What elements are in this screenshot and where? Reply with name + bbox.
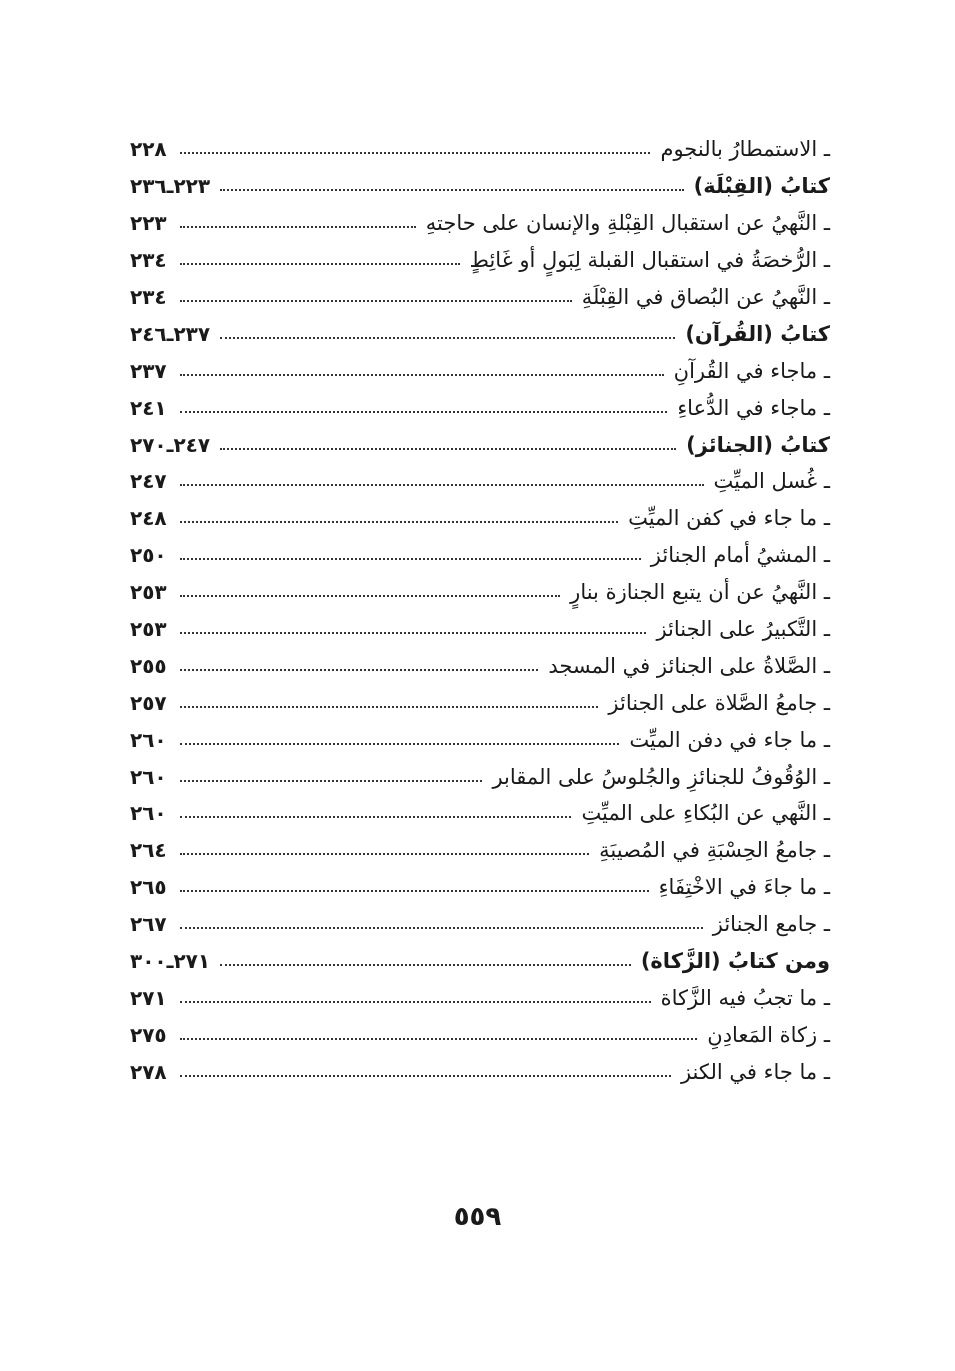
toc-entry-title: ـ ماجاء في القُرآنِ: [673, 358, 830, 383]
toc-entry: [130, 979, 830, 1016]
dot-leader: [180, 411, 667, 413]
toc-section-heading: [130, 426, 830, 463]
toc-entry-title: ـ الرُّخصَةُ في استقبال القبلة لِبَولٍ أو غَائِطٍ: [469, 248, 830, 273]
toc-entry: [130, 647, 830, 684]
toc-entry-pages: ٢٣٤: [130, 285, 167, 309]
toc-entry-pages: ٢٤١: [130, 395, 167, 420]
toc-entry-pages: ٢٢٨: [130, 137, 167, 162]
toc-entry-title: ـ ما جاءَ في الاخْتِفَاءِ: [658, 875, 830, 900]
dot-leader: [180, 1075, 671, 1077]
toc-entry-pages: ٢٦٥: [130, 875, 167, 900]
dot-leader: [180, 853, 589, 855]
toc-entry-pages: ٢٦٠: [130, 727, 167, 752]
dot-leader: [220, 448, 676, 450]
toc-entry-pages: ٢٣٤: [130, 248, 167, 273]
toc-entry-title: ومن كتابُ (الزَّكاة): [640, 949, 830, 974]
toc-entry-title: ـ ما جاء في كفن الميِّتِ: [628, 506, 830, 531]
toc-entry: [130, 1053, 830, 1090]
dot-leader: [180, 743, 619, 745]
toc-entry: [130, 389, 830, 426]
toc-entry-title: ـ زكاة المَعادِنِ: [707, 1022, 830, 1047]
toc-entry-pages: ٢٥٣: [130, 617, 167, 642]
dot-leader: [180, 669, 538, 671]
toc-entry-title: ـ النَّهيُ عن استقبال القِبْلةِ والإنسان على حاجتهِ: [425, 211, 830, 236]
dot-leader: [180, 226, 416, 228]
toc-entry-pages: ٢٤٧ـ٢٧٠: [130, 432, 211, 457]
toc-entry-pages: ٢٦٠: [130, 801, 167, 826]
page-number: ٥٥٩: [453, 1202, 502, 1232]
dot-leader: [180, 816, 571, 818]
toc-entry: [130, 205, 830, 242]
toc-section-heading: [130, 168, 830, 205]
dot-leader: [180, 890, 649, 892]
toc-entry-pages: ٢٦٠: [130, 764, 167, 789]
dot-leader: [180, 595, 560, 597]
toc-entry-pages: ٢٧٥: [130, 1022, 167, 1047]
toc-entry-title: كتابُ (الجنائز): [686, 432, 830, 457]
toc-entry-title: ـ جامع الجنائز: [712, 912, 830, 937]
toc-entry: [130, 1016, 830, 1053]
toc-entry-pages: ٢٧١: [130, 985, 167, 1010]
toc-entry-title: ـ التَّكبيرُ على الجنائز: [656, 617, 830, 642]
dot-leader: [180, 558, 641, 560]
dot-leader: [180, 263, 460, 265]
toc-entry-title: ـ غُسل الميِّتِ: [713, 469, 830, 494]
dot-leader: [220, 964, 631, 966]
dot-leader: [180, 1038, 697, 1040]
toc-entry: [130, 721, 830, 758]
toc-entry: [130, 611, 830, 648]
dot-leader: [180, 706, 598, 708]
toc-section-heading: [130, 943, 830, 980]
toc-entry-title: ـ الاستمطارُ بالنجوم: [660, 137, 830, 162]
toc-entry-pages: ٢٢٣ـ٢٣٦: [130, 174, 211, 199]
toc-entry-title: ـ ما تجبُ فيه الزَّكاة: [660, 985, 830, 1010]
toc-entry-pages: ٢٧١ـ٣٠٠: [130, 949, 211, 974]
toc-entry: [130, 500, 830, 537]
toc-entry-pages: ٢٦٤: [130, 838, 167, 863]
dot-leader: [220, 337, 675, 339]
toc-entry: [130, 131, 830, 168]
toc-entry: [130, 869, 830, 906]
toc-section-heading: [130, 315, 830, 352]
toc-entry: [130, 906, 830, 943]
toc-entry-title: ـ الصَّلاةُ على الجنائز في المسجد: [548, 653, 830, 678]
toc-entry-title: ـ المشيُ أمام الجنائز: [650, 543, 830, 568]
dot-leader: [180, 484, 704, 486]
toc-entry-pages: ٢٣٧: [130, 358, 167, 383]
dot-leader: [180, 521, 618, 523]
toc-entry-title: ـ جامعُ الحِسْبَةِ في المُصيبَةِ: [599, 838, 830, 863]
dot-leader: [220, 189, 684, 191]
toc-entry: [130, 463, 830, 500]
toc-entry-title: ـ ما جاء في الكنز: [680, 1059, 830, 1084]
toc-entry-title: ـ النَّهي عن البُكاءِ على الميِّتِ: [581, 801, 830, 826]
toc-entry-title: كتابُ (القِبْلَة): [693, 174, 830, 199]
toc-entry: [130, 574, 830, 611]
toc-entry: [130, 279, 830, 316]
dot-leader: [180, 152, 650, 154]
toc-entry-pages: ٢٤٨: [130, 506, 167, 531]
toc-entry-pages: ٢٥٥: [130, 653, 167, 678]
toc-entry-pages: ٢٥٣: [130, 580, 167, 605]
toc-entry-title: ـ الوُقُوفُ للجنائزِ والجُلوسُ على المقابر: [492, 764, 830, 789]
toc-entry-title: ـ ما جاء في دفن الميِّت: [629, 727, 830, 752]
toc-entry-pages: ٢٥٧: [130, 690, 167, 715]
toc-entry: [130, 795, 830, 832]
toc-entry-pages: ٢٢٣: [130, 211, 167, 236]
toc-entry-pages: ٢٥٠: [130, 543, 167, 568]
dot-leader: [180, 1001, 651, 1003]
dot-leader: [180, 300, 572, 302]
toc-entry-pages: ٢٣٧ـ٢٤٦: [130, 321, 211, 346]
toc-entry-title: كتابُ (القُرآن): [685, 321, 830, 346]
toc-entry: [130, 537, 830, 574]
toc-entry-title: ـ ماجاء في الدُّعاءِ: [677, 395, 830, 420]
toc-entry-pages: ٢٤٧: [130, 469, 167, 494]
toc-entry: [130, 758, 830, 795]
dot-leader: [180, 632, 646, 634]
dot-leader: [180, 927, 703, 929]
toc-entry-pages: ٢٦٧: [130, 912, 167, 937]
toc-entry: [130, 832, 830, 869]
toc-entry: [130, 242, 830, 279]
toc-entry-title: ـ النَّهيُ عن البُصاق في القِبْلَةِ: [581, 285, 830, 309]
toc-entry-title: ـ النَّهيُ عن أن يتبع الجنازة بنارٍ: [570, 580, 830, 605]
toc-entry-pages: ٢٧٨: [130, 1059, 167, 1084]
toc-entry: [130, 684, 830, 721]
dot-leader: [180, 780, 482, 782]
toc-entry-title: ـ جامعُ الصَّلاة على الجنائز: [608, 690, 830, 715]
table-of-contents: [130, 131, 830, 1090]
toc-entry: [130, 352, 830, 389]
dot-leader: [180, 374, 664, 376]
